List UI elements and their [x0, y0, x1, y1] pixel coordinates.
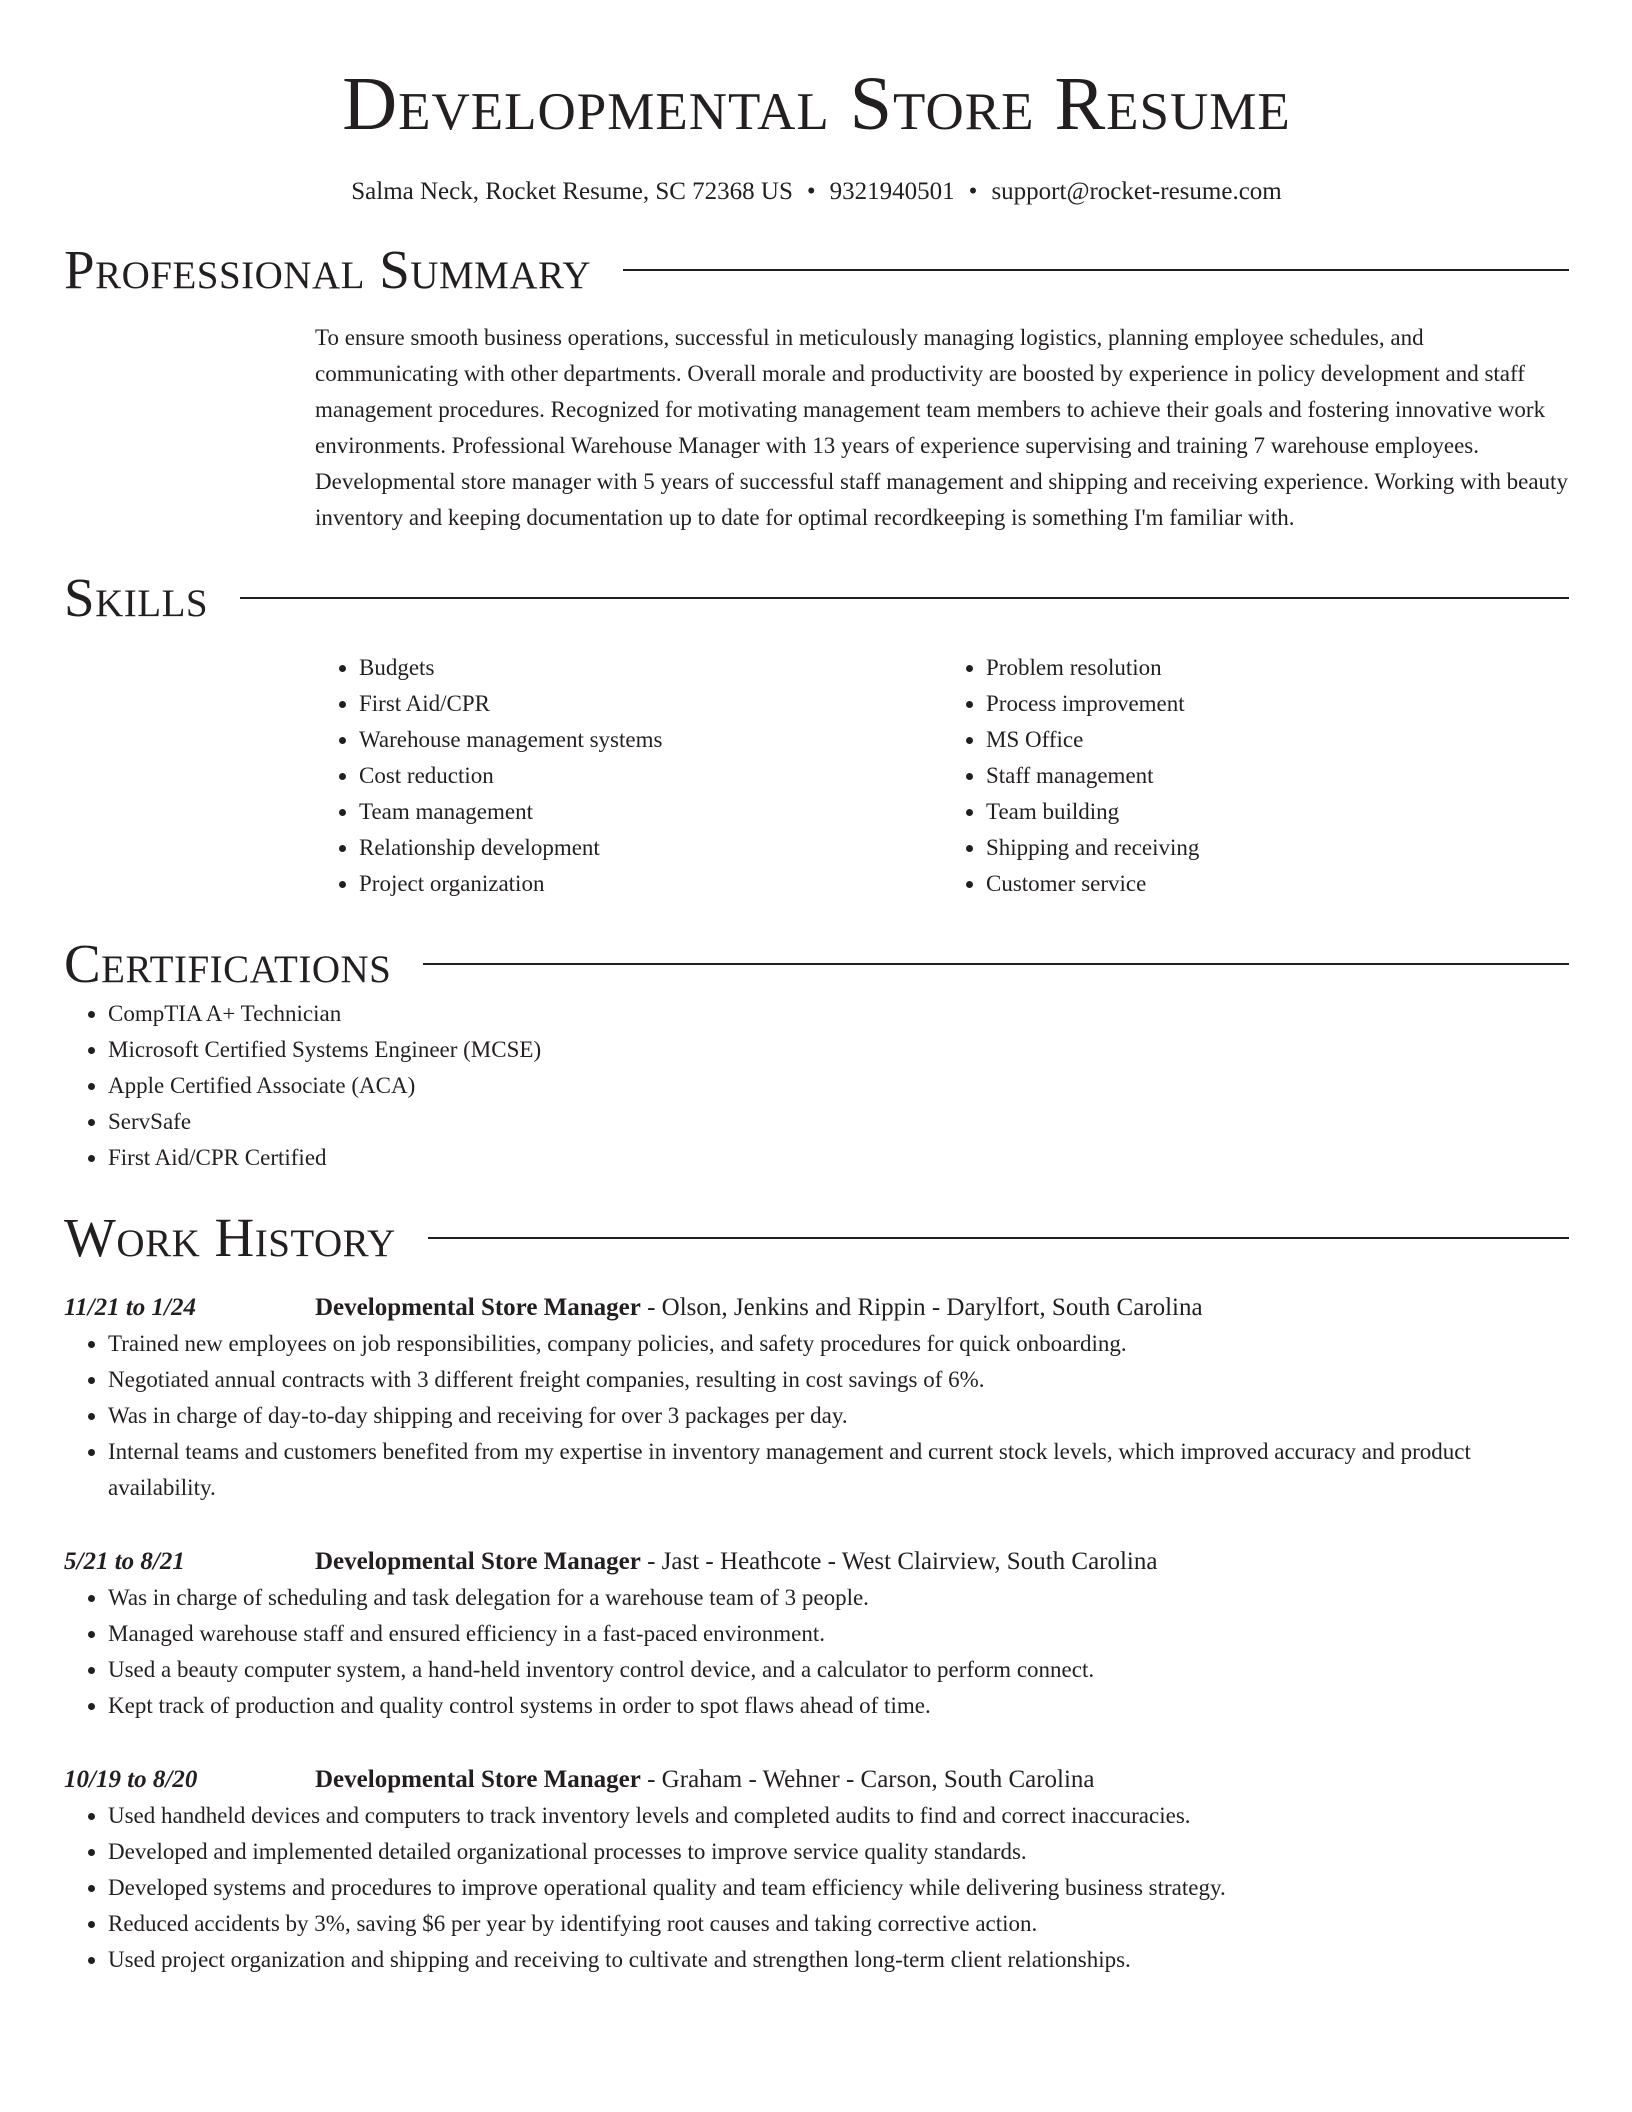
job-dates: 11/21 to 1/24	[64, 1294, 196, 1321]
section-header	[64, 566, 1569, 630]
job-bullet: • Was in charge of day-to-day shipping and receiving for over 3 packages per day.	[108, 1398, 1569, 1434]
summary-heading: Professional Summary	[64, 239, 592, 300]
job-heading	[315, 1544, 1157, 1580]
job-entry	[64, 1290, 1569, 1506]
contact-line	[64, 176, 1569, 208]
job-employer: - Olson, Jenkins and Rippin - Darylfort, South Carolina	[640, 1294, 1203, 1321]
skills-heading: Skills	[64, 567, 209, 628]
section-divider	[623, 269, 1569, 271]
job-bullet: • Used project organization and shipping and receiving to cultivate and strengthen long-term client relationships.	[108, 1942, 1569, 1978]
job-dates: 5/21 to 8/21	[64, 1548, 185, 1575]
job-heading	[315, 1762, 1095, 1798]
job-title: Developmental Store Manager	[315, 1294, 641, 1321]
job-bullet: • Developed and implemented detailed organizational processes to improve service quality standards.	[108, 1834, 1569, 1870]
job-bullet-list	[64, 1798, 1569, 1978]
skill-item: • Shipping and receiving	[986, 830, 1569, 866]
work-history-section	[64, 1206, 1569, 1978]
job-entry	[64, 1544, 1569, 1724]
certification-item: • Microsoft Certified Systems Engineer (MCSE)	[108, 1032, 1569, 1068]
skills-grid	[315, 650, 1569, 902]
skill-item: • Cost reduction	[359, 758, 942, 794]
section-divider	[240, 597, 1569, 599]
section-header	[64, 1206, 1569, 1270]
certifications-list	[64, 996, 1569, 1176]
skill-item: • Problem resolution	[986, 650, 1569, 686]
job-header	[64, 1290, 1569, 1326]
contact-separator: •	[968, 178, 978, 205]
certification-item: • Apple Certified Associate (ACA)	[108, 1068, 1569, 1104]
job-entry	[64, 1762, 1569, 1978]
skill-item: • Customer service	[986, 866, 1569, 902]
certifications-heading: Certifications	[64, 933, 392, 994]
skill-item: • First Aid/CPR	[359, 686, 942, 722]
skills-section	[64, 566, 1569, 902]
job-bullet-list	[64, 1326, 1569, 1506]
certifications-section	[64, 932, 1569, 1176]
skills-list-right	[942, 650, 1569, 902]
job-employer: - Jast - Heathcote - West Clairview, South Carolina	[640, 1548, 1158, 1575]
job-bullet: • Managed warehouse staff and ensured efficiency in a fast-paced environment.	[108, 1616, 1569, 1652]
work-history-heading: Work History	[64, 1207, 396, 1268]
certification-item: • CompTIA A+ Technician	[108, 996, 1569, 1032]
job-heading	[315, 1290, 1203, 1326]
job-bullet: • Kept track of production and quality control systems in order to spot flaws ahead of time.	[108, 1688, 1569, 1724]
skill-item: • Project organization	[359, 866, 942, 902]
section-header	[64, 238, 1569, 302]
job-bullet: • Negotiated annual contracts with 3 different freight companies, resulting in cost savings of 6%.	[108, 1362, 1569, 1398]
skill-item: • MS Office	[986, 722, 1569, 758]
job-header	[64, 1762, 1569, 1798]
job-bullet: • Used handheld devices and computers to track inventory levels and completed audits to find and correct inaccuracies.	[108, 1798, 1569, 1834]
summary-section	[64, 238, 1569, 536]
summary-text: To ensure smooth business operations, successful in meticulously managing logistics, planning employee schedules, and communicating with other departments. Overall morale and productivity are boosted by experience in policy development and staff management procedures. Recognized for motivating management team members to achieve their goals and fostering innovative work environments. Professional Warehouse Manager with 13 years of experience supervising and training 7 warehouse employees. Developmental store manager with 5 years of successful staff management and shipping and receiving experience. Working with beauty inventory and keeping documentation up to date for optimal recordkeeping is something I'm familiar with.	[315, 325, 1568, 530]
contact-address: Salma Neck, Rocket Resume, SC 72368 US	[351, 178, 793, 205]
job-bullet: • Reduced accidents by 3%, saving $6 per year by identifying root causes and taking corrective action.	[108, 1906, 1569, 1942]
contact-separator: •	[806, 178, 816, 205]
skill-item: • Process improvement	[986, 686, 1569, 722]
certification-item: • First Aid/CPR Certified	[108, 1140, 1569, 1176]
skill-item: • Budgets	[359, 650, 942, 686]
job-bullet-list	[64, 1580, 1569, 1724]
section-header	[64, 932, 1569, 996]
job-dates: 10/19 to 8/20	[64, 1766, 198, 1793]
job-employer: - Graham - Wehner - Carson, South Carolina	[640, 1766, 1095, 1793]
job-title: Developmental Store Manager	[315, 1548, 641, 1575]
job-bullet: • Developed systems and procedures to improve operational quality and team efficiency while delivering business strategy.	[108, 1870, 1569, 1906]
skill-item: • Staff management	[986, 758, 1569, 794]
job-bullet: • Internal teams and customers benefited from my expertise in inventory management and current stock levels, which improved accuracy and product availability.	[108, 1434, 1569, 1506]
job-header	[64, 1544, 1569, 1580]
section-divider	[423, 963, 1569, 965]
contact-email: support@rocket-resume.com	[991, 178, 1282, 205]
skill-item: • Team management	[359, 794, 942, 830]
job-bullet: • Was in charge of scheduling and task delegation for a warehouse team of 3 people.	[108, 1580, 1569, 1616]
skill-item: • Team building	[986, 794, 1569, 830]
skills-list-left	[315, 650, 942, 902]
section-divider	[428, 1237, 1569, 1239]
job-bullet: • Used a beauty computer system, a hand-held inventory control device, and a calculator to perform connect.	[108, 1652, 1569, 1688]
document-title: Developmental Store Resume	[342, 62, 1291, 146]
contact-phone: 9321940501	[829, 178, 955, 205]
certification-item: • ServSafe	[108, 1104, 1569, 1140]
job-title: Developmental Store Manager	[315, 1766, 641, 1793]
job-bullet: • Trained new employees on job responsibilities, company policies, and safety procedures for quick onboarding.	[108, 1326, 1569, 1362]
skill-item: • Relationship development	[359, 830, 942, 866]
skill-item: • Warehouse management systems	[359, 722, 942, 758]
